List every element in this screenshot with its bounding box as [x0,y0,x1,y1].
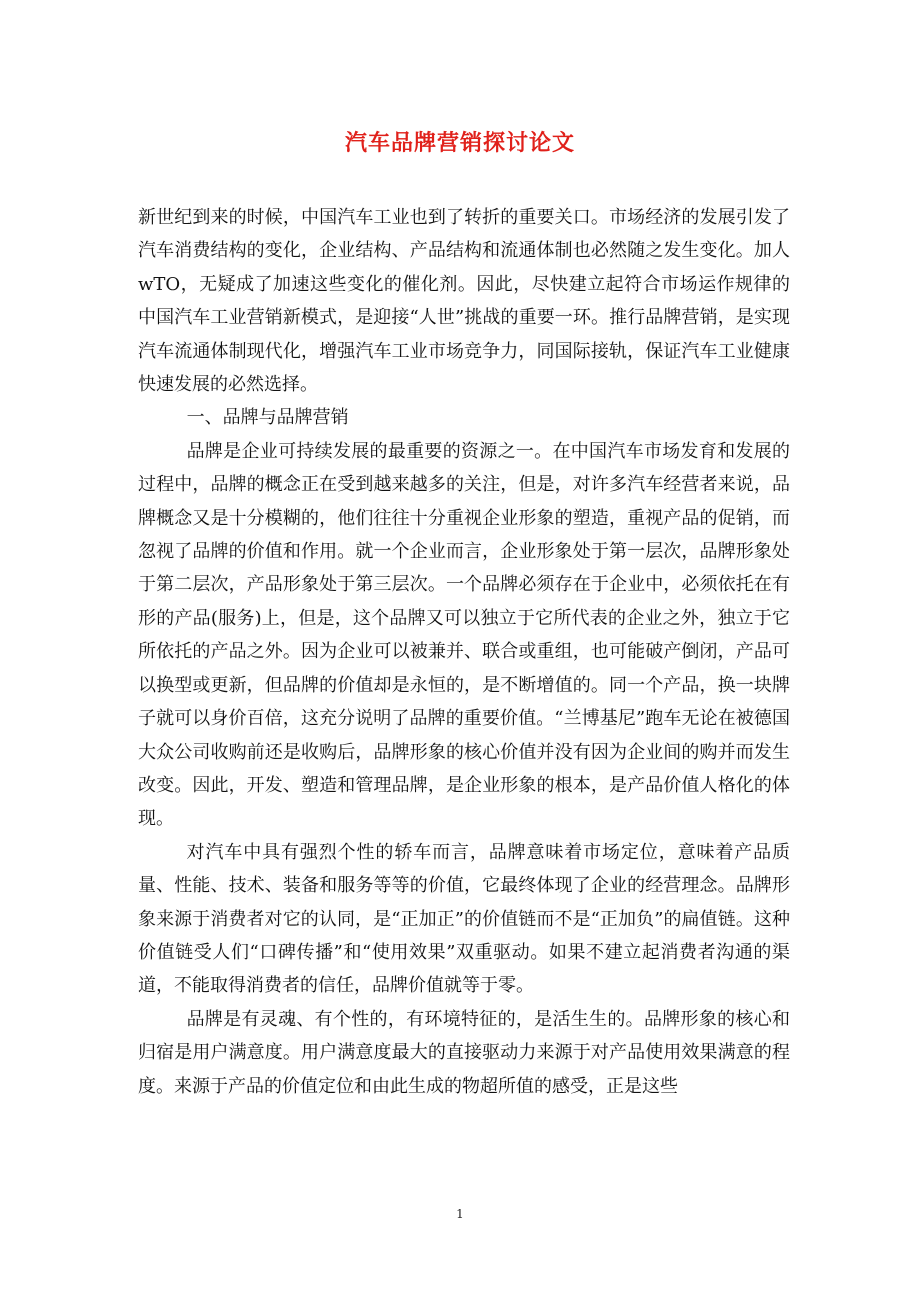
section-heading-brand-marketing: 一、品牌与品牌营销 [186,407,349,429]
page-number: 1 [456,1207,464,1221]
paragraph-sedan-brand: 对汽车中具有强烈个性的轿车而言，品牌意味着市场定位，意味着产品质量、性能、技术、装备和服务等等的价值，它最终体现了企业的经营理念。品牌形象来源于消费者对它的认同，是“正加正”的价值链而不是“正加负”的扁值链。这种价值链受人们“口碑传播”和“使用效果”双重驱动。如果不建立起消费者沟通的渠道，不能取得消费者的信任，品牌价值就等于零。 [138,841,790,997]
paragraph-brand-soul: 品牌是有灵魂、有个性的，有环境特征的，是活生生的。品牌形象的核心和归宿是用户满意度。用户满意度最大的直接驱动力来源于对产品使用效果满意的程度。来源于产品的价值定位和由此生成的物超所值的感受，正是这些 [138,1008,790,1097]
document-body [138,201,790,1103]
paragraph-intro: 新世纪到来的时候，中国汽车工业也到了转折的重要关口。市场经济的发展引发了汽车消费结构的变化，企业结构、产品结构和流通体制也必然随之发生变化。加人wTO，无疑成了加速这些变化的催化剂。因此，尽快建立起符合市场运作规律的中国汽车工业营销新模式，是迎接“人世”挑战的重要一环。推行品牌营销，是实现汽车流通体制现代化，增强汽车工业市场竞争力，同国际接轨，保证汽车工业健康快速发展的必然选择。 [138,207,790,396]
document-title: 汽车品牌营销探讨论文 [344,130,575,156]
paragraph-brand-resource: 品牌是企业可持续发展的最重要的资源之一。在中国汽车市场发育和发展的过程中，品牌的概念正在受到越来越多的关注，但是，对许多汽车经营者来说，品牌概念又是十分模糊的，他们往往十分重视企业形象的塑造，重视产品的促销，而忽视了品牌的价值和作用。就一个企业而言，企业形象处于第一层次，品牌形象处于第二层次，产品形象处于第三层次。一个品牌必须存在于企业中，必须依托在有形的产品(服务)上，但是，这个品牌又可以独立于它所代表的企业之外，独立于它所依托的产品之外。因为企业可以被兼并、联合或重组，也可能破产倒闭，产品可以换型或更新，但品牌的价值却是永恒的，是不断增值的。同一个产品，换一块牌子就可以身价百倍，这充分说明了品牌的重要价值。“兰博基尼”跑车无论在被德国大众公司收购前还是收购后，品牌形象的核心价值并没有因为企业间的购并而发生改变。因此，开发、塑造和管理品牌，是企业形象的根本，是产品价值人格化的体现。 [138,440,790,830]
